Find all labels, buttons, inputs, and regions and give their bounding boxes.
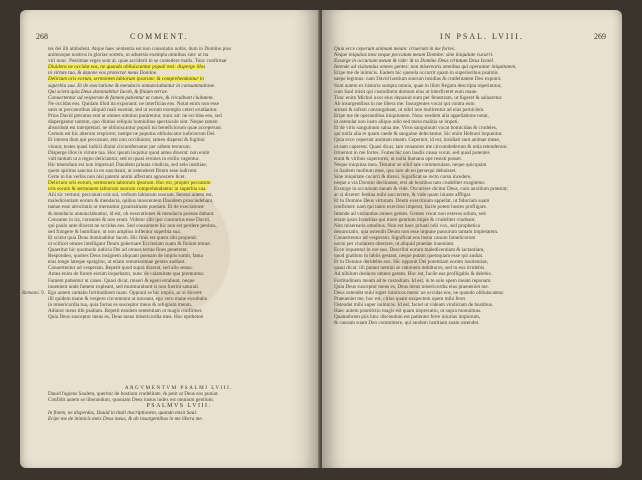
right-page xyxy=(322,10,622,468)
body-line: Ne occidas eos. Quidam illud ita exponunt: ne interficias eos. Notat enim non esse xyxy=(48,100,220,107)
body-line: Quia ecce ceperunt animam meam. Ceperunt, id est, insidiati sunt animae meae, xyxy=(334,137,501,144)
right-running-head: IN PSAL. LVIII. xyxy=(440,32,524,41)
body-line: confirmet: nam qui tanto exercitui imperat, facile potest hostes profligare. xyxy=(334,204,488,211)
body-line: quem spiritus sanctus in eo suscitauit, ut ostenderet Deum esse iudicem. xyxy=(48,167,198,174)
left-running-head: COMMENT. xyxy=(130,32,189,41)
verse-line: superbia sua. Et de execratione & mendacio annunciabuntur in consummatione. xyxy=(48,82,216,89)
body-line: Hic tenendum est non imprecari Dauidem priuata vindicta, sed zelo iustitiae, xyxy=(48,161,208,168)
body-line: Certe in his verbis non nisi paterni animi affectum agnoscere licet. xyxy=(48,173,186,180)
body-line: & mendacio annunciabuntur, id est, ob execrationes & mendacia poenas dabunt. xyxy=(48,210,215,217)
highlighted-verse: Delictum oris eorum, sermonem labiorum ipsorum: & comprehendantur in xyxy=(48,76,204,83)
body-line: Haec autem praedictio magis est quam imprecatio, ut supra monuimus. xyxy=(334,308,482,315)
body-line: Ab insurgentibus in me libera me. Insurgentes vocat qui contra eum xyxy=(334,100,475,107)
body-line: Quia Deus susceptor meus es, Deus meus misericordia eius praeueniet me. xyxy=(334,283,490,290)
body-line: Ego autem cantabo fortitudinem tuam. Opponit se hic impiis, ac si diceret: xyxy=(48,289,203,296)
body-line: absurdum est interpretari, ne obliuiscantur populi tui beneficiorum quae acceperunt. xyxy=(48,125,223,132)
verse-line: Qui scient quia Deus dominabitur Iacob, & finium terrae. xyxy=(48,88,169,95)
body-line: Famem patientur ut canes. Quasi dicat, miseri & egeni errabunt, neque xyxy=(48,277,195,284)
body-line: ac si diceret: festina mihi succurrere, & vide quam iniuste affligar. xyxy=(334,192,472,199)
body-line: Eripe me de inimicis. Eadem hic querela occurrit quam in superioribus psalmis xyxy=(334,70,498,77)
body-line: armati & infesti consurgebant, ut nihil non molirentur ad eius perniciem. xyxy=(334,106,485,113)
body-line xyxy=(334,326,602,332)
closing-line: Eripe me de inimicis meis Deus meus, & ab insurgentibus in me libera me. xyxy=(48,415,203,422)
body-line: Praeueniet me, hoc est, citius quam exspectem opem mihi feret. xyxy=(334,295,467,302)
body-line: ut eam caperent. Quasi dicat, iam venatores me circumdederunt & retia tetenderunt. xyxy=(334,143,508,150)
body-line: Prius David precatus erat ut omnes omnino punirentur, nunc ait: ne occidas eos, sed xyxy=(48,113,222,120)
body-line: qui nulla alia re quam caede & sanguine delectantur. Sic enim Hebraei loquuntur. xyxy=(334,131,503,138)
body-line: Quaeritur hic quomodo iudicia Dei ad omnes terrae fines penetrent. xyxy=(48,247,189,254)
left-page xyxy=(20,10,320,468)
body-line: Non miserearis omnibus. Non est haec priuati odii vox, sed prophetica xyxy=(334,222,481,229)
body-line: etiam ipsos Israelitas qui more gentium impie & crudeliter viuebant. xyxy=(334,216,476,223)
highlighted-verse: Diuidens ne occidat eos, ne quando obliuiscantur populi mei: disperge illos xyxy=(48,64,206,71)
verse-line: Quia ecce ceperunt animam meam: irruerunt in me fortes. xyxy=(334,46,456,52)
body-line: denunciatio, qua ostendit Deum non esse impune passurum tantam impietatem. xyxy=(334,228,499,235)
body-line: Sunt autem ex historia sumpta omnia, quae in libro Regum descripta reperiuntur, xyxy=(334,82,502,89)
body-line: Disperge illos in virtute tua. Hoc ipsum loquitur quod antea dixerat: non enim xyxy=(48,149,210,156)
body-line: eius longe lateque spargitur, ut etiam remotissimae gentes audiant. xyxy=(48,259,186,266)
body-line: vult tantum ut a regno deiiciantur, sed ut quasi errones in exilio vagentur. xyxy=(48,155,200,162)
right-folio: 269 xyxy=(594,32,606,41)
intro-line: animosque nostros in gloriae sortem, ut aduersis exempla omnibus sint: ut ita xyxy=(48,52,209,59)
body-line: Et de viris sanguinum salua me. Viros sanguinum vocat homicidas & crudeles, xyxy=(334,125,498,132)
argument-line: Confidit autem se liberandum, quoniam Deus iustus iudex est omnium gentium. xyxy=(48,397,214,404)
body-line: Ecce loquentur in ore suo. Describit eorum maledicentiam & iactantiam, xyxy=(334,247,485,254)
body-line: viuunt, testes quasi iudicii diuini circumferuntur per orbem terrarum. xyxy=(48,143,191,150)
body-line: Ostendet mihi super inimicos. Id est, faciet ut videam vindictam de hostibus. xyxy=(334,301,494,308)
body-line: Antea enim de furore eorum loquebatur, nunc de calamitate qua premuntur. xyxy=(48,271,205,278)
body-line: Alii sic vertunt: peccatum oris sui, verbum labiorum suorum. Sensus autem est, xyxy=(48,192,213,199)
body-line: tantae esse atrocitatis ut mereantur grauissimam poenam. Et de execratione xyxy=(48,204,204,211)
verse-line: Conuertentur ad vesperam & famem patientur ut canes, & circuibunt ciuitatem. xyxy=(48,94,214,101)
argument-line: Dauid fugiens Saulem, queritur de hostium crudelitate, & petit ut Deus eos puniat. xyxy=(48,391,219,398)
body-line: inuenient unde famem expleant, sed murmurabunt si non fuerint saturati. xyxy=(48,283,200,290)
body-line: neque a via Domini declinasse, etsi ab hostibus tam crudeliter exagitetur. xyxy=(334,180,486,187)
verse-line: in virtute tua, & depone eos protector meus Domine. xyxy=(48,70,158,77)
intro-line: tes dei illi ambulent. Atque haec sententia est non consolatio nobis, dum in Domino pios xyxy=(48,46,232,52)
body-line: qui paulo ante dixerat ne occidas eos. Sed consumere hic non est perdere penitus, xyxy=(48,222,217,229)
body-line: Eripe me de operantibus iniquitatem. Nunc eosdem alia appellatione notat, xyxy=(334,113,489,120)
body-line: saepe legimus: nam David hostium suorum insidias & crudelitatem Deo exponit. xyxy=(334,76,502,83)
body-line: Sine iniquitate cucurri & direxi. Significat se recto cursu incedere, xyxy=(334,173,472,180)
body-line: illi quidem mane & vespere circumeunt ut noceant, ego vero mane exsultabo xyxy=(48,295,208,302)
body-line: & causam suam Deo committere, qui tandem iustitiam suam ostendet. xyxy=(334,320,480,327)
body-line: sed frangere & humiliare, ut non amplius inflentur superbia sua. xyxy=(48,228,181,235)
body-line: cum Saul misit qui custodirent domum eius ut interficeret eum mane. xyxy=(334,88,478,95)
argument-heading: ARGVMENTVM PSALMI LVIII. xyxy=(124,385,234,392)
body-line: Et scient quia Deus dominabitur Iacob. Hic finis est quem sibi proponit: xyxy=(48,234,198,241)
verse-line: Intende ad visitandas omnes gentes: non miserearis omnibus qui operantur iniquitatem. xyxy=(334,64,517,71)
margin-note: Romano. 9. xyxy=(22,291,45,296)
body-line: Irruerunt in me fortes. Fortes hic non laudis causa vocat, sed quod potentes xyxy=(334,149,490,156)
closing-line: In finem, ne disperdas, Dauid in tituli inscriptionem, quando misit Saul. xyxy=(48,409,198,416)
body-line: in misericordia tua, quia factus es susceptor meus & refugium meum. xyxy=(48,301,193,308)
body-line: maledicentiam eorum & mendacia, quibus innocentem Dauidem proscindebant, xyxy=(48,198,214,205)
body-line: Deus ostendet mihi super inimicos meos: ne occidas eos, ne quando obliuiscantur. xyxy=(334,289,505,296)
left-text-block xyxy=(48,46,310,422)
intro-line: viri nunc. Pessimae reges sunt al. quae acciderit in se comedere malis. Tunc confirmat xyxy=(48,58,227,65)
body-line: Consume in ira, consume & non erunt. Videtur sibi ipsi contrarius esse David, xyxy=(48,216,210,223)
body-line: quod gladium in labiis gestant, neque putant quemquam esse qui audiat. xyxy=(334,253,484,260)
body-line: dispergantur tantum, quo diutius reliquis hominibus spectaculo sint. Neque tamen xyxy=(48,119,218,126)
body-line: in Saulem molitum esse, quo iure ab eo persequi debuisset. xyxy=(334,167,457,174)
body-line: Quia Deus susceptor meus es, Deus meus misericordia mea. Hoc epitheton xyxy=(48,314,204,321)
highlighted-body: Delictum oris eorum, sermonem labiorum ipsorum. Hoc est, propter peccatum xyxy=(48,180,211,187)
body-line: Et interea dum qui peccarunt, etsi non occiduntur, tamen dispersi & fugitiui xyxy=(48,137,205,144)
body-line: Adiutor meus tibi psallam. Repetit eandem sententiam ut magis confirmet. xyxy=(48,308,203,315)
body-line: Fortitudinem meam ad te custodiam. Id est, in te solo spem meam reponam. xyxy=(334,277,492,284)
body-line: satis ut peccatoribus aliquid mali eueniat, sed ut eorum exemplo ceteri erudiantur. xyxy=(48,106,218,113)
body-line: Conuertentur ad vesperam. Repetit quod supra dixerat, sed alio sensu. xyxy=(48,265,193,272)
body-line: Ad nihilum deduces omnes gentes. Hoc est, facile eas profligabis & delebis. xyxy=(334,271,492,278)
body-line: Respondeo, quoties Deus insignem aliquam poenam de impiis sumit, fama xyxy=(48,253,203,260)
verse-line: Exsurge in occursum meum & vide: & tu Domine Deus virtutum Deus Israel. xyxy=(334,58,495,65)
verse-line: Neque iniquitas mea neque peccatum meum Domine: sine iniquitate cucurri. xyxy=(334,52,494,59)
left-folio: 268 xyxy=(36,32,48,41)
body-line: Exsurge in occursum meum & vide. Occurrere dicitur Deus, cum auxilium praestat; xyxy=(334,186,508,193)
body-line: ut scilicet omnes intelligant Deum gubernare Ecclesiam suam & finium terrae. xyxy=(48,241,211,247)
body-line: Et tu Domine deridebis eos. Hic opponit Dei potentiam eorum insolentiae, xyxy=(334,259,489,266)
body-line: Certum est hic alterum respicere, nempe ne populus obliuiscatur iudiciorum Dei. xyxy=(48,131,216,138)
right-text-block xyxy=(334,46,602,332)
body-line: Et tu Domine Deus virtutum. Deum exercituum appellat, ut fiduciam suam xyxy=(334,198,490,205)
body-line: noctu per ciuitatem oberrare, ut aliquid praedae inueniant. xyxy=(334,241,455,247)
body-line: erant & viribus superiores, ut nulla humana ope resisti posset. xyxy=(334,155,463,162)
body-line: Tunc enim Michol uxor eius deposuit eum per fenestram, ut fugeret & saluaretur. xyxy=(334,94,503,101)
body-line: quasi dicat: illi putant nemini se rationem reddituros, sed tu eos irridebis. xyxy=(334,265,486,272)
body-line: Neque iniquitas mea. Testatur se nihil tale commeruisse, neque quicquam xyxy=(334,161,487,168)
body-line: Intende ad visitandas omnes gentes. Gentes vocat non exteros solum, sed xyxy=(334,210,486,217)
body-line: ut ostendat non iusto aliquo odio sed mera malitia se impeti. xyxy=(334,119,459,126)
highlighted-body: oris eorum & sermonem labiorum suorum comprehendantur in superbia sua. xyxy=(48,186,207,193)
body-line: Conuertentur ad vesperam. Significat eos instar canum famelicorum xyxy=(334,234,476,241)
body-line: Quamobrem piis hinc discendum est patienter ferre iniurias impiorum, xyxy=(334,314,481,321)
psalm-title: PSALMVS LVIII. xyxy=(146,403,212,410)
